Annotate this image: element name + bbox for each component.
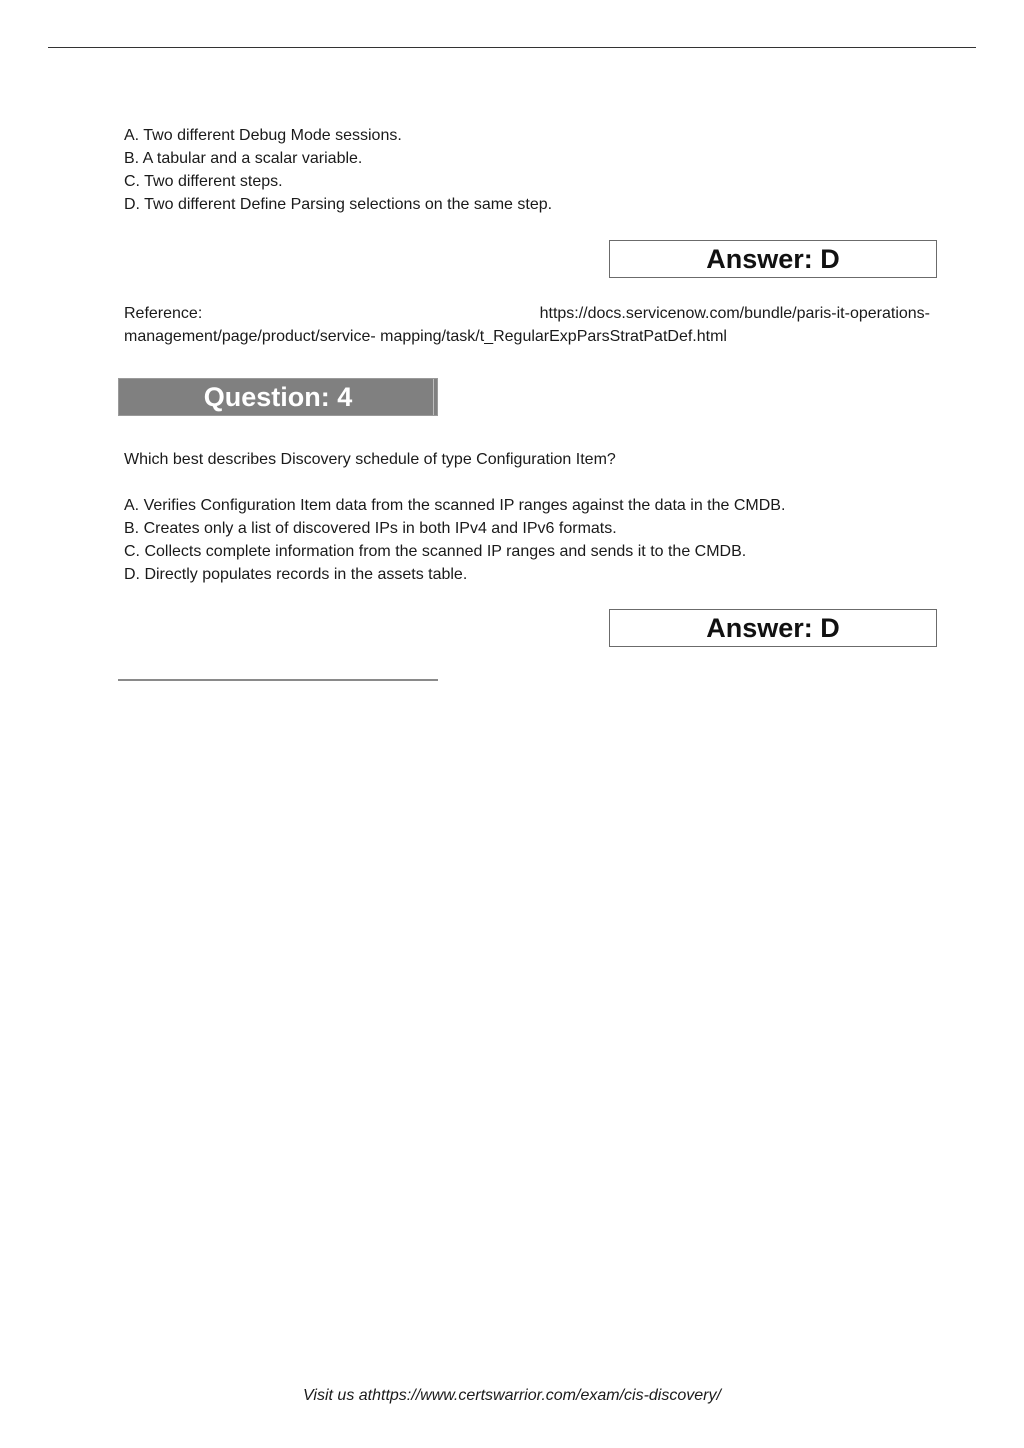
section-divider	[118, 679, 438, 681]
answer-label: Answer: D	[706, 612, 840, 643]
banner-edge	[433, 379, 434, 415]
option-a: A. Verifies Configuration Item data from the scanned IP ranges against the data in the CMDB.	[124, 497, 786, 514]
reference-row	[124, 302, 930, 325]
answer-box	[609, 609, 937, 647]
option-d: D. Directly populates records in the assets table.	[124, 566, 468, 583]
reference-link[interactable]: https://docs.servicenow.com/bundle/paris-it-operations-	[539, 305, 930, 322]
question-title: Question: 4	[203, 381, 353, 412]
option-d: D. Two different Define Parsing selections on the same step.	[124, 196, 553, 213]
reference-label: Reference:	[124, 305, 203, 322]
option-b: B. A tabular and a scalar variable.	[124, 150, 363, 167]
answer-box	[609, 240, 937, 278]
option-b: B. Creates only a list of discovered IPs in both IPv4 and IPv6 formats.	[124, 520, 617, 537]
reference-link-continued[interactable]: management/page/product/service- mapping/task/t_RegularExpParsStratPatDef.html	[124, 328, 727, 345]
question-banner	[118, 378, 438, 416]
question-text: Which best describes Discovery schedule of type Configuration Item?	[124, 451, 616, 468]
option-c: C. Collects complete information from the scanned IP ranges and sends it to the CMDB.	[124, 543, 747, 560]
option-c: C. Two different steps.	[124, 173, 283, 190]
option-a: A. Two different Debug Mode sessions.	[124, 127, 402, 144]
header-divider	[48, 47, 976, 48]
footer-link[interactable]: Visit us athttps://www.certswarrior.com/exam/cis-discovery/	[303, 1387, 721, 1404]
answer-label: Answer: D	[706, 243, 840, 274]
